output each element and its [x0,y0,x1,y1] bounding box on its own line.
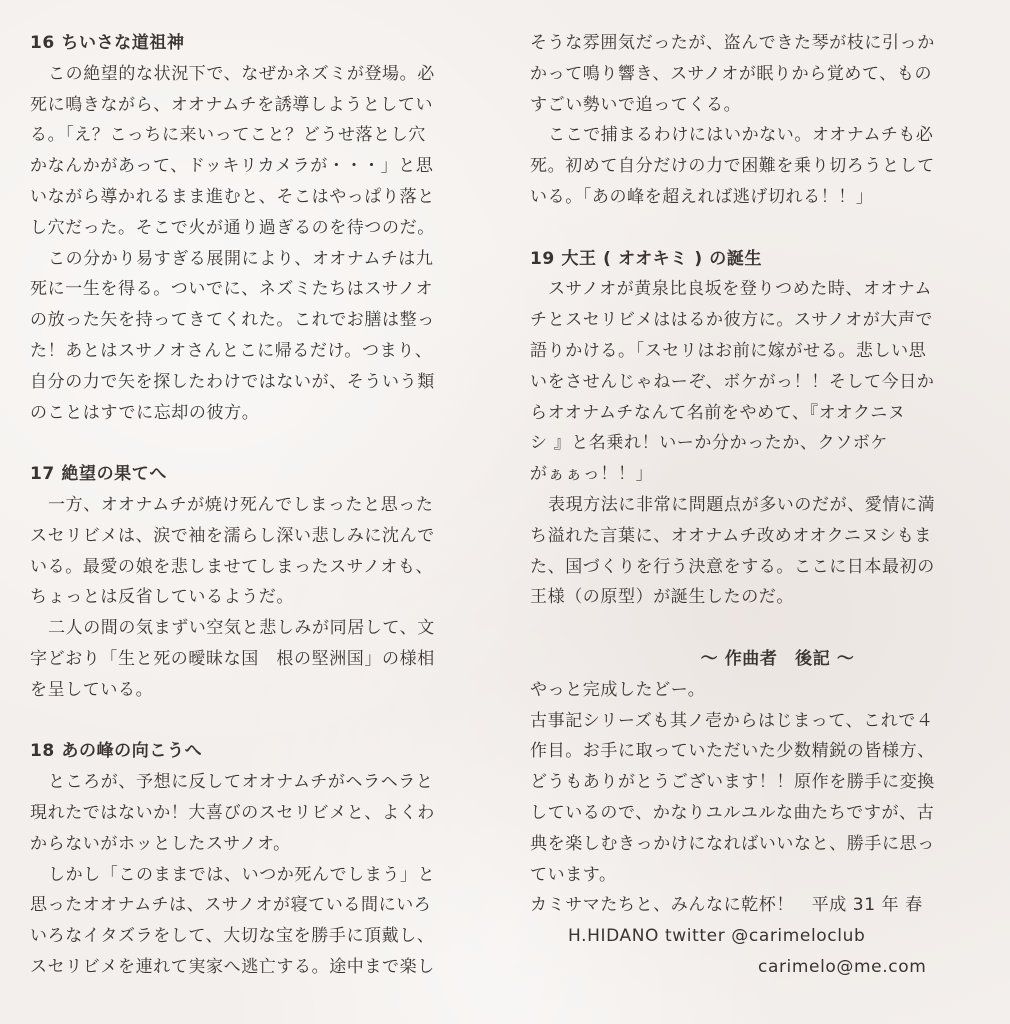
text-line: いる。「あの峰を超えれば逃げ切れる！！」 [530,186,874,207]
text-line: かなんかがあって、ドッキリカメラが・・・」と思 [30,156,434,177]
section-18-title: 18 あの峰の向こうへ [30,741,203,762]
text-line: スセリビメは、涙で袖を濡らし深い悲しみに沈んで [30,525,435,546]
text-line: 表現方法に非常に問題点が多いのだが、愛情に満 [548,494,936,515]
text-line: 王様（の原型）が誕生したのだ。 [530,587,794,608]
text-line: ここで捕まるわけにはいかない。オオナムチも必 [548,125,934,146]
afterword-title: 〜 作曲者 後記 〜 [700,648,855,669]
text-line: のことはすでに忘却の彼方。 [30,402,260,423]
section-17-title: 17 絶望の果てへ [30,464,167,485]
text-line: 自分の力で矢を探したわけではないが、そういう類 [30,371,435,392]
text-line: 字どおり「生と死の曖昧な国 根の堅洲国」の様相 [30,648,435,669]
section-19-title: 19 大王 ( オオキミ ) の誕生 [530,248,763,269]
section-16-title: 16 ちいさな道祖神 [30,33,185,53]
text-line: しているので、かなりユルユルな曲たちですが、古 [530,802,935,823]
text-line: しかし「このままでは、いつか死んでしまう」と [48,864,436,885]
text-line: いる。最愛の娘を悲しませてしまったスサノオも、 [30,556,434,577]
text-line: 死。初めて自分だけの力で困難を乗り切ろうとして [530,156,935,177]
text-line: いろなイタズラをして、大切な宝を勝手に頂戴し、 [30,926,435,947]
text-line: カミサマたちと、みんなに乾杯！ 平成 31 年 春 [530,895,923,916]
signature: H.HIDANO twitter @carimeloclub [568,926,866,947]
text-line: 作目。お手に取っていただいた少数精鋭の皆様方、 [530,741,935,762]
text-line: 語りかける。「スセリはお前に嫁がせる。悲しい思 [530,340,927,361]
text-line: の放った矢を持ってきてくれた。これでお膳は整っ [30,310,435,331]
text-line: 典を楽しむきっかけになればいいなと、勝手に思っ [530,833,935,854]
text-line: た！あとはスサノオさんとこに帰るだけ。つまり、 [30,340,433,361]
spacer [530,213,985,244]
text-line: 死に一生を得る。ついでに、ネズミたちはスサノオ [30,279,434,300]
text-line: やっと完成したどー。 [530,679,706,700]
text-line: 思ったオオナムチは、スサノオが寝ている間にいろ [30,895,432,916]
text-line: た、国づくりを行う決意をする。ここに日本最初の [530,556,935,577]
text-line: シ 』と名乗れ！いーか分かったか、クソボケ [530,433,889,454]
text-line: スセリビメを連れて実家へ逃亡する。途中まで楽し [30,956,435,977]
left-column [30,28,488,983]
text-line: し穴だった。そこで火が通り過ぎるのを待つのだ。 [30,217,435,238]
text-line: ています。 [530,864,617,885]
text-line: を呈している。 [30,679,154,700]
spacer [30,428,488,459]
text-line: 二人の間の気まずい空気と悲しみが同居して、文 [48,618,435,639]
text-line: この分かり易すぎる展開により、オオナムチは九 [48,248,434,269]
text-line: らオオナムチなんて名前をやめて、『オオクニヌ [530,402,906,423]
text-line: 古事記シリーズも其ノ壱からはじまって、これで４ [530,710,934,731]
text-line: チとスセリビメははるか彼方に。スサノオが大声で [530,310,934,331]
email-address: carimelo@me.com [758,956,927,977]
text-line: スサノオが黄泉比良坂を登りつめた時、オオナム [548,279,933,300]
text-line: る。「え？こっちに来いってこと？どうせ落とし穴 [30,125,426,146]
text-line: ところが、予想に反してオオナムチがヘラヘラと [48,772,434,793]
text-line: ち溢れた言葉に、オオナムチ改めオオクニヌシもま [530,525,932,546]
right-column [530,28,985,983]
spacer [30,706,488,737]
text-line: からないがホッとしたスサノオ。 [30,833,291,854]
spacer [530,613,985,644]
text-line: すごい勢いで追ってくる。 [530,94,742,115]
text-line: どうもありがとうございます！！原作を勝手に変換 [530,772,935,793]
text-line: ちょっとは反省しているようだ。 [30,587,294,608]
text-line: 現れたではないか！大喜びのスセリビメと、よくわ [30,802,435,823]
text-line: いをさせんじゃねーぞ、ボケがっ！！そして今日か [530,371,935,392]
text-line: 死に鳴きながら、オオナムチを誘導しようとしてい [30,94,434,115]
text-line: この絶望的な状況下で、なぜかネズミが登場。必 [48,63,435,84]
text-line: そうな雰囲気だったが、盗んできた琴が枝に引っか [530,33,935,53]
text-line: 一方、オオナムチが焼け死んでしまったと思った [48,494,434,515]
text-line: いながら導かれるまま進むと、そこはやっぱり落と [30,186,435,207]
text-line: かって鳴り響き、スサノオが眠りから覚めて、もの [530,63,933,84]
text-line: がぁぁっ！！」 [530,464,654,485]
